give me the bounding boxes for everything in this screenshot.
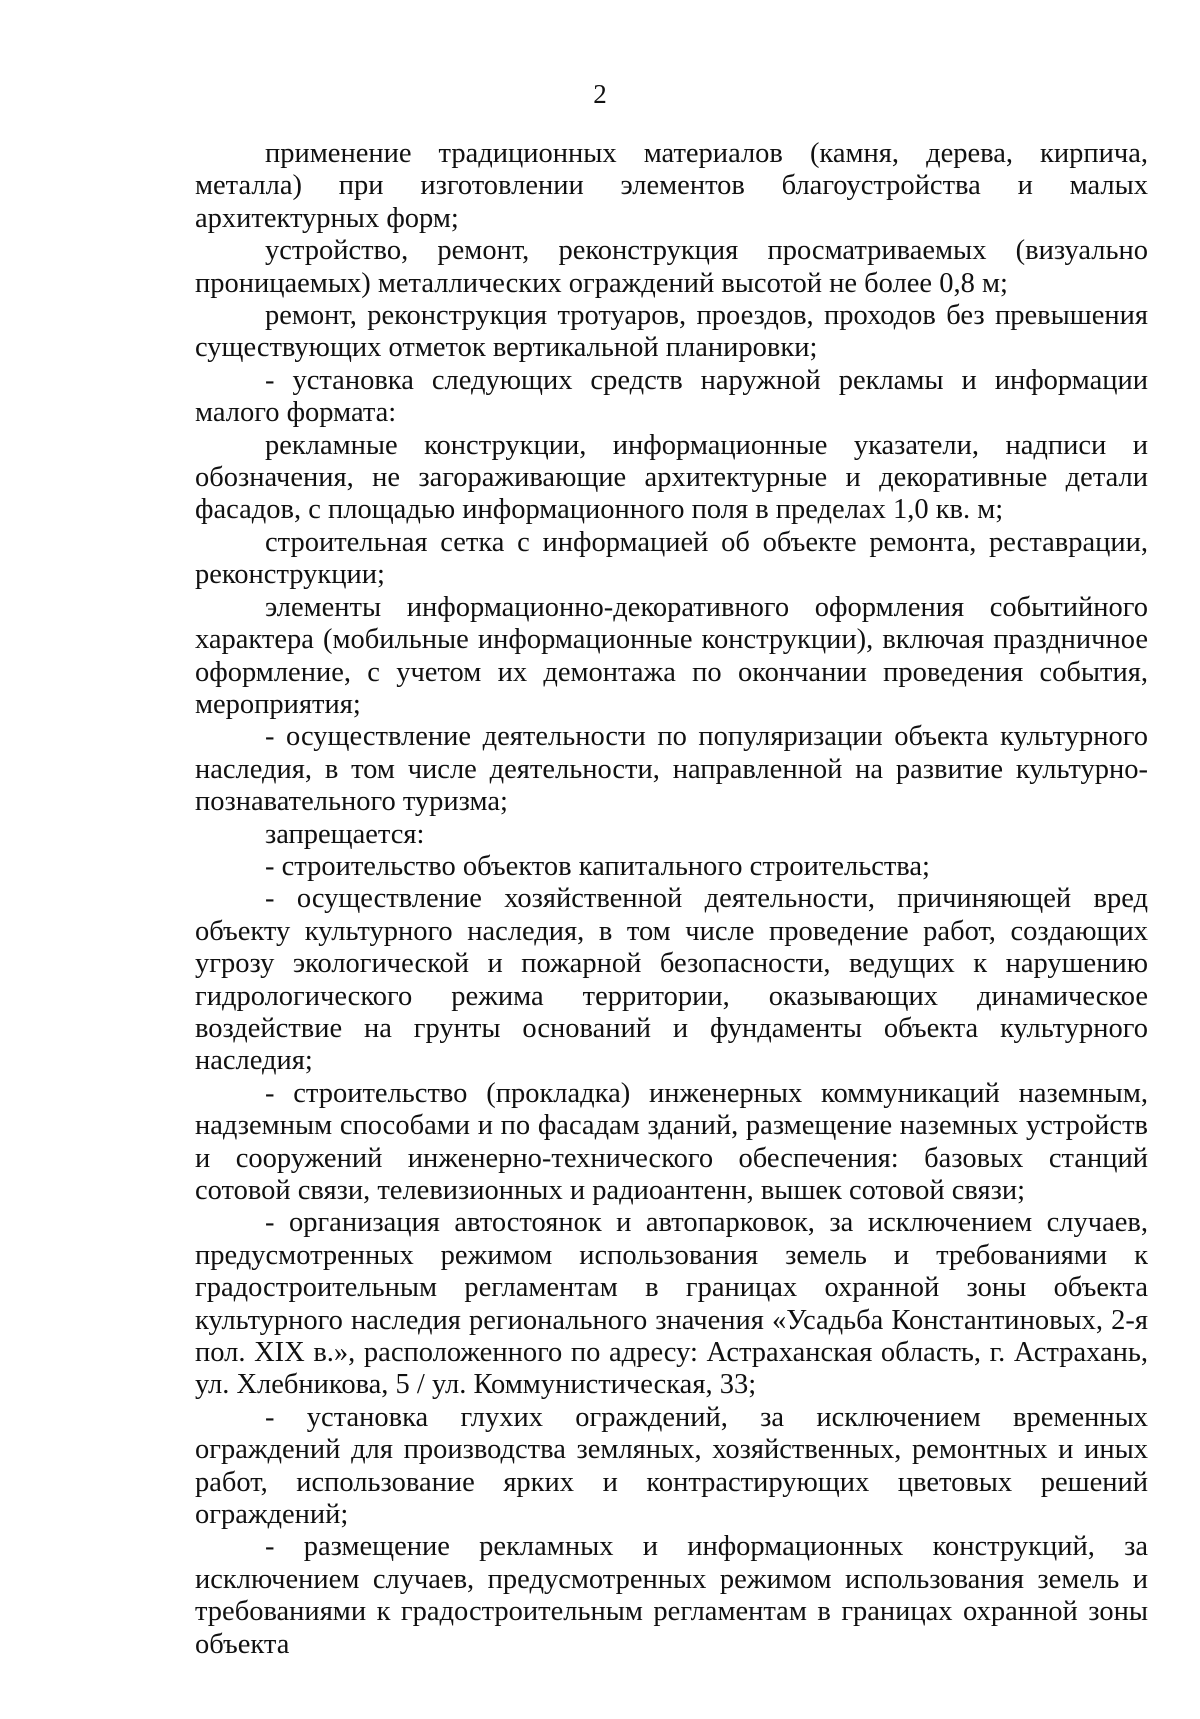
paragraph: - размещение рекламных и информационных конструкций, за исключением случаев, предусмотренных режимом использования земель и требованиями к градостроительным регламентам в границах охранной зоны объекта	[195, 1531, 1148, 1660]
paragraph: рекламные конструкции, информационные указатели, надписи и обозначения, не загораживающие архитектурные и декоративные детали фасадов, с площадью информационного поля в пределах 1,0 кв. м;	[195, 429, 1148, 526]
paragraph: - осуществление деятельности по популяризации объекта культурного наследия, в том числе деятельности, направленной на развитие культурно-познавательного туризма;	[195, 721, 1148, 818]
paragraph: элементы информационно-декоративного оформления событийного характера (мобильные информационные конструкции), включая праздничное оформление, с учетом их демонтажа по окончании проведения события, мероприятия;	[195, 591, 1148, 720]
paragraph: - строительство объектов капитального строительства;	[265, 850, 930, 882]
paragraph: устройство, ремонт, реконструкция просматриваемых (визуально проницаемых) металлических ограждений высотой не более 0,8 м;	[195, 235, 1148, 299]
paragraph: - организация автостоянок и автопарковок, за исключением случаев, предусмотренных режимом использования земель и требованиями к градостроительным регламентам в границах охранной зоны объекта культурного наследия регионального значения «Усадьба Константиновых, 2-я пол. XIX в.», расположенного по адресу: Астраханская область, г. Астрахань, ул. Хлебникова, 5 / ул. Коммунистическая, 33;	[195, 1207, 1148, 1401]
document-body	[195, 138, 1148, 1661]
paragraph: - установка глухих ограждений, за исключением временных ограждений для производства земляных, хозяйственных, ремонтных и иных работ, использование ярких и контрастирующих цветовых решений ограждений;	[195, 1401, 1148, 1531]
paragraph: - осуществление хозяйственной деятельности, причиняющей вред объекту культурного наследия, в том числе проведение работ, создающих угрозу экологической и пожарной безопасности, ведущих к нарушению гидрологического режима территории, оказывающих динамическое воздействие на грунты оснований и фундаменты объекта культурного наследия;	[195, 883, 1148, 1077]
paragraph: - строительство (прокладка) инженерных коммуникаций наземным, надземным способами и по фасадам зданий, размещение наземных устройств и сооружений инженерно-технического обеспечения: базовых станций сотовой связи, телевизионных и радиоантенн, вышек сотовой связи;	[195, 1077, 1148, 1206]
paragraph: строительная сетка с информацией об объекте ремонта, реставрации, реконструкции;	[195, 526, 1148, 591]
paragraph: запрещается:	[265, 818, 425, 850]
paragraph: ремонт, реконструкция тротуаров, проездов, проходов без превышения существующих отметок вертикальной планировки;	[195, 300, 1148, 364]
paragraph: применение традиционных материалов (камня, дерева, кирпича, металла) при изготовлении элементов благоустройства и малых архитектурных форм;	[195, 138, 1148, 234]
page-number: 2	[593, 79, 607, 109]
paragraph: - установка следующих средств наружной рекламы и информации малого формата:	[195, 364, 1148, 429]
